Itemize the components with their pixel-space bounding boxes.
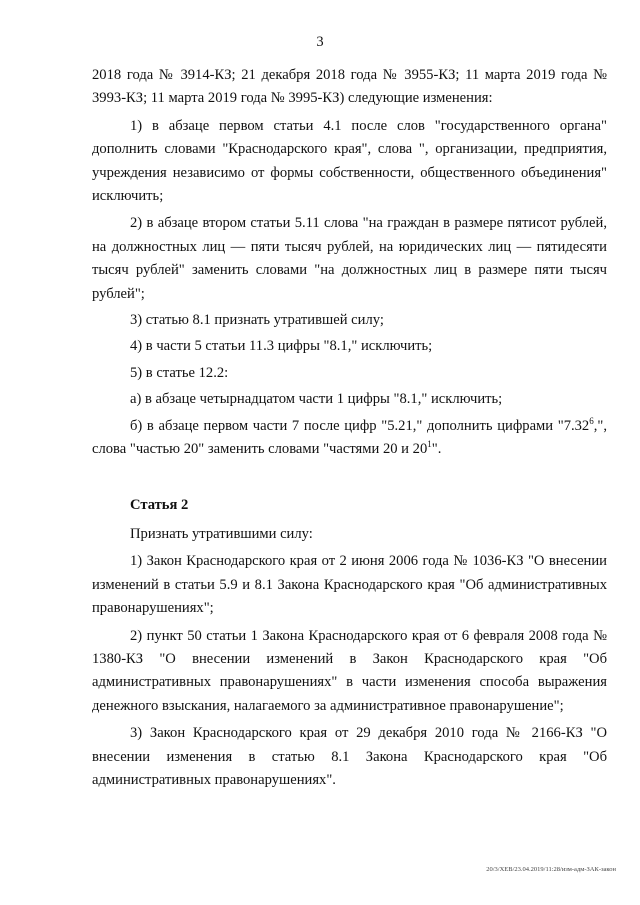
amendment-item-1: 1) в абзаце первом статьи 4.1 после слов "государственного органа" дополнить словами "Краснодарского края", слова ", организации, предприятия, учреждения независимо от формы собственности, общественного объединения" исключить;: [92, 117, 607, 205]
subitem-b-superscript-a: 6: [589, 415, 594, 426]
document-body: [92, 64, 607, 792]
paragraph-continuation: 2018 года № 3914-КЗ; 21 декабря 2018 года № 3955-КЗ; 11 марта 2019 года № 3993-КЗ; 11 марта 2019 года № 3995-КЗ) следующие изменения:: [92, 67, 607, 107]
amendment-item-4: 4) в части 5 статьи 11.3 цифры "8.1," исключить;: [130, 338, 433, 355]
subitem-b-text-a: б) в абзаце первом части 7 после цифр "5.21," дополнить цифрами "7.32: [130, 417, 590, 434]
amendment-item-5: 5) в статье 12.2:: [130, 364, 229, 381]
subitem-b-superscript-b: 1: [427, 439, 432, 450]
article-2-intro: Признать утратившими силу:: [130, 525, 313, 542]
document-footer-code: 20/3/ХЕВ/23.04.2019/11:28/изм-адм-ЗАК-закон: [486, 866, 616, 873]
repealed-item-1: 1) Закон Краснодарского края от 2 июня 2006 года № 1036-КЗ "О внесении изменений в статьи 5.9 и 8.1 Закона Краснодарского края "Об административных правонарушениях";: [92, 553, 607, 617]
article-2-heading: Статья 2: [130, 496, 189, 513]
amendment-subitem-b: [92, 415, 607, 462]
page-number: 3: [316, 34, 324, 50]
repealed-item-2: 2) пункт 50 статьи 1 Закона Краснодарского края от 6 февраля 2008 года № 1380-КЗ "О внесении изменений в Закон Краснодарского края "Об административных правонарушениях" в части изменения способа выражения денежного взыскания, налагаемого за административное правонарушение";: [92, 627, 607, 714]
amendment-item-2: 2) в абзаце втором статьи 5.11 слова "на граждан в размере пятисот рублей, на должностных лиц — пяти тысяч рублей, на юридических лиц — пятидесяти тысяч рублей" заменить словами "на должностных лиц в размере пяти тысяч рублей";: [92, 215, 607, 302]
amendment-item-3: 3) статью 8.1 признать утратившей силу;: [130, 312, 384, 329]
subitem-b-text-b: ,", слова "частью 20" заменить словами "частями 20 и 20: [92, 417, 607, 458]
amendment-subitem-a: а) в абзаце четырнадцатом части 1 цифры "8.1," исключить;: [130, 391, 503, 408]
subitem-b-text-c: ".: [431, 441, 442, 458]
repealed-item-3: 3) Закон Краснодарского края от 29 декабря 2010 года № 2166-КЗ "О внесении изменения в статью 8.1 Закона Краснодарского края "Об административных правонарушениях".: [92, 725, 607, 788]
